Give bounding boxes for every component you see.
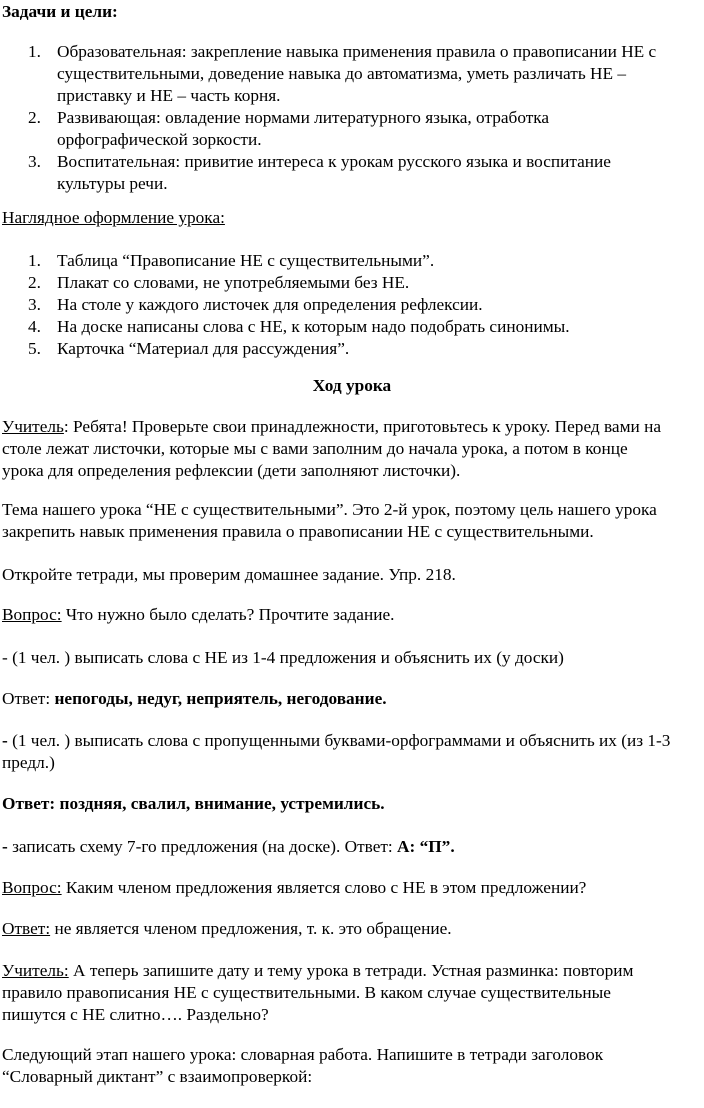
paragraph-line	[2, 730, 670, 752]
visual-list	[2, 250, 570, 360]
visual-item-text: На доске написаны слова с НЕ, к которым надо подобрать синонимы.	[57, 317, 570, 336]
answer-paragraph-1	[2, 688, 387, 710]
answer-label: Ответ:	[2, 689, 55, 708]
homework-paragraph: Откройте тетради, мы проверим домашнее задание. Упр. 218.	[2, 565, 456, 584]
visual-item-text: Таблица “Правописание НЕ с существительными”.	[57, 251, 435, 270]
goals-list	[2, 41, 656, 195]
dash-mark: -	[2, 837, 8, 856]
paragraph-text: Что нужно было сделать? Прочтите задание.	[61, 605, 395, 624]
paragraph-line: правило правописания НЕ с существительными. В каком случае существительные	[2, 983, 611, 1002]
paragraph-text: записать схему 7-го предложения (на доске). Ответ:	[7, 837, 398, 856]
visual-item-1	[2, 250, 570, 272]
visual-item-text: Карточка “Материал для рассуждения”.	[57, 339, 350, 358]
visual-item-text: Плакат со словами, не употребляемыми без НЕ.	[57, 273, 410, 292]
dash-mark: -	[2, 731, 8, 750]
answer-words: непогоды, недуг, неприятель, негодование.	[54, 689, 387, 708]
goal-item-3	[2, 151, 656, 195]
task-paragraph-1: - (1 чел. ) выписать слова с НЕ из 1-4 предложения и объяснить их (у доски)	[2, 648, 564, 667]
paragraph-line: урока для определения рефлексии (дети заполняют листочки).	[2, 461, 461, 480]
lesson-title: Ход урока	[312, 376, 392, 395]
teacher-label: Учитель	[2, 417, 64, 436]
paragraph-line: закрепить навык применения правила о правописании НЕ с существительными.	[2, 522, 594, 541]
visual-item-2	[2, 272, 570, 294]
goal-item-2	[2, 107, 656, 151]
paragraph-line	[2, 416, 661, 438]
question-label: Вопрос:	[2, 878, 62, 897]
goal-line: существительными, доведение навыка до автоматизма, уметь различать НЕ –	[57, 64, 627, 83]
goal-line: орфографической зоркости.	[57, 130, 262, 149]
answer-label: Ответ:	[2, 919, 51, 938]
list-number: 1.	[28, 251, 41, 270]
goals-heading: Задачи и цели:	[2, 2, 118, 21]
goal-item-1	[2, 41, 656, 107]
paragraph-text: не является членом предложения, т. к. это обращение.	[50, 919, 452, 938]
list-number: 1.	[28, 42, 41, 61]
paragraph-line: “Словарный диктант” с взаимопроверкой:	[2, 1067, 313, 1086]
goal-line: Образовательная: закрепление навыка применения правила о правописании НЕ с	[57, 42, 657, 61]
list-number: 3.	[28, 152, 41, 171]
answer-paragraph-2: Ответ: поздняя, свалил, внимание, устремились.	[2, 794, 385, 813]
question-label: Вопрос:	[2, 605, 62, 624]
list-number: 5.	[28, 339, 41, 358]
paragraph-line: столе лежат листочки, которые мы с вами заполним до начала урока, а потом в конце	[2, 439, 628, 458]
list-number: 4.	[28, 317, 41, 336]
goal-line: культуры речи.	[57, 174, 168, 193]
goal-line: приставку и НЕ – часть корня.	[57, 86, 281, 105]
vocabulary-paragraph	[2, 1044, 603, 1088]
task-paragraph-2	[2, 730, 670, 774]
list-number: 3.	[28, 295, 41, 314]
paragraph-line: Следующий этап нашего урока: словарная работа. Напишите в тетради заголовок	[2, 1045, 604, 1064]
paragraph-line: предл.)	[2, 753, 55, 772]
visual-item-text: На столе у каждого листочек для определения рефлексии.	[57, 295, 483, 314]
visual-item-4	[2, 316, 570, 338]
visual-item-5	[2, 338, 570, 360]
teacher-paragraph-1	[2, 416, 661, 482]
paragraph-line	[2, 960, 633, 982]
teacher-label: Учитель:	[2, 961, 69, 980]
list-number: 2.	[28, 108, 41, 127]
paragraph-text: Каким членом предложения является слово с НЕ в этом предложении?	[61, 878, 587, 897]
visual-item-3	[2, 294, 570, 316]
list-number: 2.	[28, 273, 41, 292]
question-paragraph-2	[2, 877, 586, 899]
question-paragraph-1	[2, 604, 394, 626]
task-paragraph-3	[2, 836, 455, 858]
topic-paragraph	[2, 499, 657, 543]
answer-scheme: А: “П”.	[397, 837, 455, 856]
paragraph-line: Тема нашего урока “НЕ с существительными”. Это 2-й урок, поэтому цель нашего урока	[2, 500, 657, 519]
goal-line: Воспитательная: привитие интереса к урокам русского языка и воспитание	[57, 152, 611, 171]
goal-line: Развивающая: овладение нормами литературного языка, отработка	[57, 108, 550, 127]
paragraph-text: (1 чел. ) выписать слова с пропущенными буквами-орфограммами и объяснить их (из 1-3	[7, 731, 671, 750]
paragraph-text: А теперь запишите дату и тему урока в тетради. Устная разминка: повторим	[68, 961, 634, 980]
paragraph-line: пишутся с НЕ слитно…. Раздельно?	[2, 1005, 269, 1024]
answer-paragraph-3	[2, 918, 452, 940]
teacher-paragraph-2	[2, 960, 633, 1026]
paragraph-text: : Ребята! Проверьте свои принадлежности, приготовьтесь к уроку. Перед вами на	[63, 417, 662, 436]
visual-heading: Наглядное оформление урока:	[2, 208, 225, 227]
